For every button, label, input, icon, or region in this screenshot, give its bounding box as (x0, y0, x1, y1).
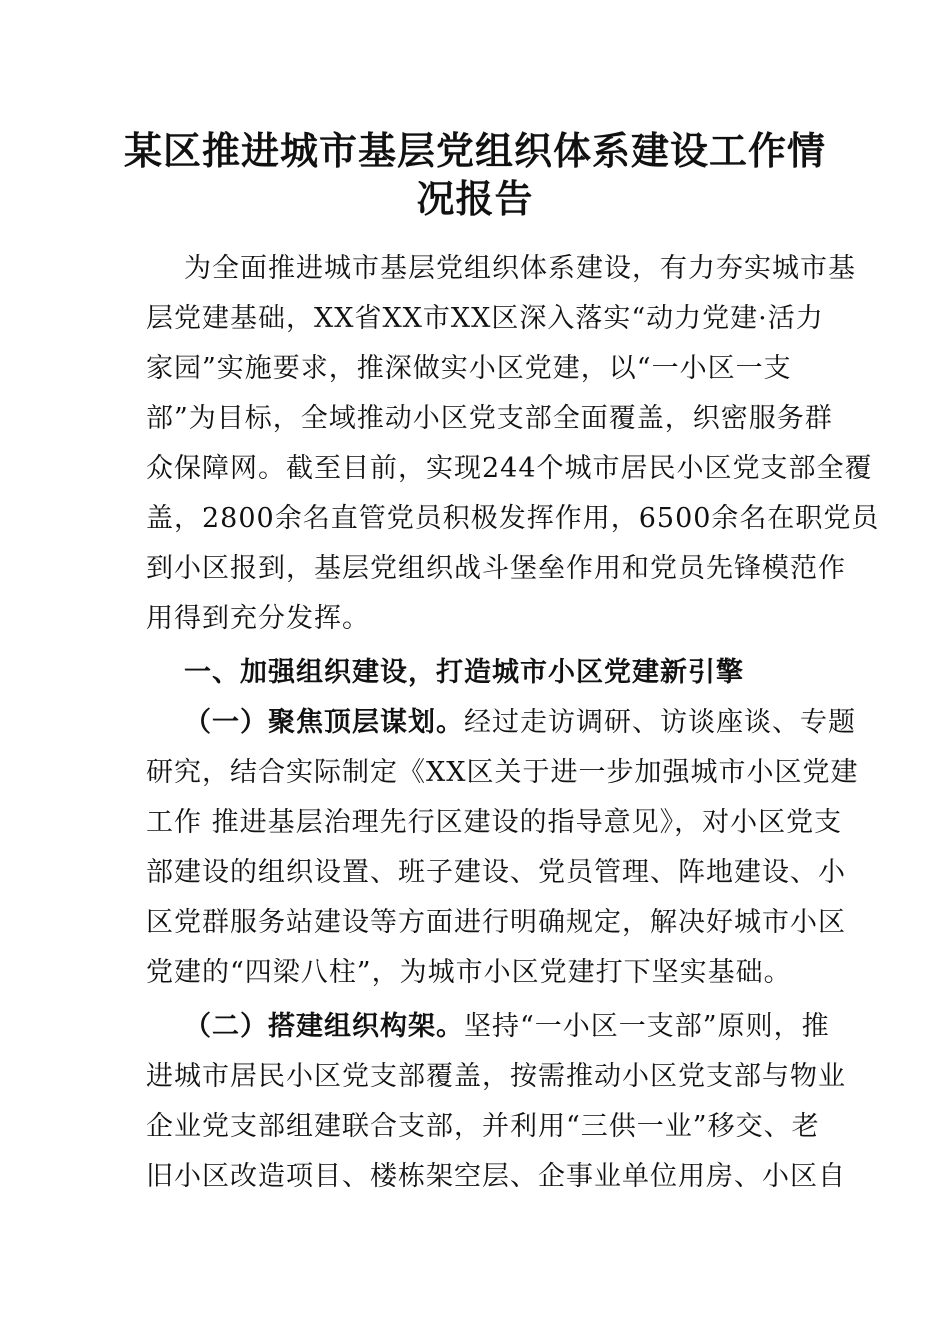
intro-line-4: 部”为目标，全域推动小区党支部全面覆盖，织密服务群 (146, 403, 833, 434)
intro-line-3: 家园”实施要求，推深做实小区党建，以“一小区一支 (146, 353, 792, 384)
intro-line-1: 为全面推进城市基层党组织体系建设，有力夯实城市基 (184, 253, 856, 284)
subsection-2-line-3: 企业党支部组建联合支部，并利用“三供一业”移交、老 (146, 1111, 820, 1142)
intro-line-8: 用得到充分发挥。 (146, 603, 370, 634)
subsection-1-first-line (184, 706, 856, 740)
subsection-2-heading: （二）搭建组织构架。 (184, 1011, 464, 1042)
subsection-1-line-3: 工作 推进基层治理先行区建设的指导意见》，对小区党支 (146, 807, 843, 838)
subsection-2-first-text: 坚持“一小区一支部”原则，推 (464, 1011, 830, 1042)
subsection-2-line-2: 进城市居民小区党支部覆盖，按需推动小区党支部与物业 (146, 1061, 846, 1092)
intro-line-6: 盖，2800余名直管党员积极发挥作用，6500余名在职党员 (146, 503, 880, 534)
section-heading-1: 一、加强组织建设，打造城市小区党建新引擎 (184, 657, 744, 688)
document-title-line-1: 某区推进城市基层党组织体系建设工作情 (123, 128, 826, 173)
intro-line-5: 众保障网。截至目前，实现244个城市居民小区党支部全覆 (146, 453, 873, 484)
subsection-1-line-2: 研究，结合实际制定《XX区关于进一步加强城市小区党建 (146, 757, 859, 788)
subsection-1-line-6: 党建的“四梁八柱”，为城市小区党建打下坚实基础。 (146, 957, 792, 988)
subsection-1-line-5: 区党群服务站建设等方面进行明确规定，解决好城市小区 (146, 907, 846, 938)
intro-line-7: 到小区报到，基层党组织战斗堡垒作用和党员先锋模范作 (146, 553, 846, 584)
intro-line-2: 层党建基础，XX省XX市XX区深入落实“动力党建·活力 (146, 303, 824, 334)
subsection-2-line-4: 旧小区改造项目、楼栋架空层、企事业单位用房、小区自 (146, 1161, 846, 1192)
document-title-line-2: 况报告 (416, 176, 534, 221)
subsection-1-line-4: 部建设的组织设置、班子建设、党员管理、阵地建设、小 (146, 857, 846, 888)
subsection-1-heading: （一）聚焦顶层谋划。 (184, 707, 464, 738)
subsection-1-first-text: 经过走访调研、访谈座谈、专题 (464, 707, 856, 738)
subsection-2-first-line (184, 1010, 830, 1044)
